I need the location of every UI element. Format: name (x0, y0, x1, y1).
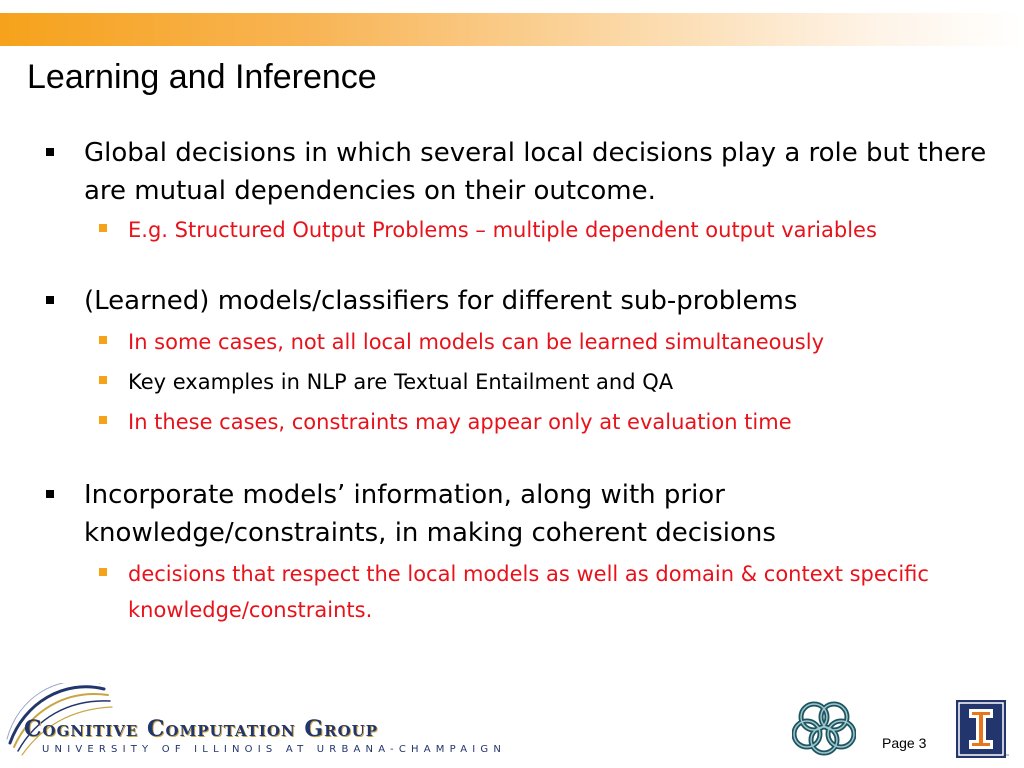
sub-bullet-text: Key examples in NLP are Textual Entailment and QA (128, 370, 674, 394)
illinois-block-i-icon (955, 699, 1007, 759)
cognitive-computation-group-logo (4, 683, 507, 763)
square-bullet-icon (46, 148, 54, 156)
bullet-item-2 (40, 282, 1005, 320)
top-accent-bar (0, 13, 1024, 46)
sub-bullet-text: E.g. Structured Output Problems – multiple dependent output variables (128, 218, 877, 242)
sub-bullet-text: In some cases, not all local models can be learned simultaneously (128, 330, 824, 354)
orange-square-bullet-icon (99, 224, 107, 232)
sub-bullet-item (40, 364, 1005, 400)
orange-square-bullet-icon (99, 568, 107, 576)
logo-title: Cognitive Computation Group (24, 716, 379, 742)
interlocking-rings-icon (792, 698, 856, 756)
orange-square-bullet-icon (99, 336, 107, 344)
bullet-text: (Learned) models/classifiers for different sub-problems (84, 286, 798, 316)
orange-square-bullet-icon (99, 416, 107, 424)
sub-bullet-item (40, 556, 1005, 628)
slide-title: Learning and Inference (27, 58, 377, 96)
bullet-text: Incorporate models’ information, along with prior knowledge/constraints, in making coherent decisions (84, 480, 776, 548)
bullet-item-1 (40, 134, 1005, 210)
logo-subtitle: UNIVERSITY OF ILLINOIS AT URBANA-CHAMPAIGN (42, 744, 507, 755)
sub-bullet-text: decisions that respect the local models as well as domain & context specific knowledge/constraints. (128, 562, 929, 622)
bullet-text: Global decisions in which several local decisions play a role but there are mutual dependencies on their outcome. (84, 138, 987, 206)
slide-content (40, 134, 1005, 628)
sub-bullet-item (40, 404, 1005, 440)
page-number: Page 3 (882, 735, 927, 751)
sub-bullet-item (40, 324, 1005, 360)
square-bullet-icon (46, 296, 54, 304)
trademark-mark: ™ (1005, 754, 1010, 760)
sub-bullet-item (40, 212, 1005, 248)
bullet-item-3 (40, 476, 1005, 552)
orange-square-bullet-icon (99, 376, 107, 384)
square-bullet-icon (46, 490, 54, 498)
sub-bullet-text: In these cases, constraints may appear only at evaluation time (128, 410, 792, 434)
